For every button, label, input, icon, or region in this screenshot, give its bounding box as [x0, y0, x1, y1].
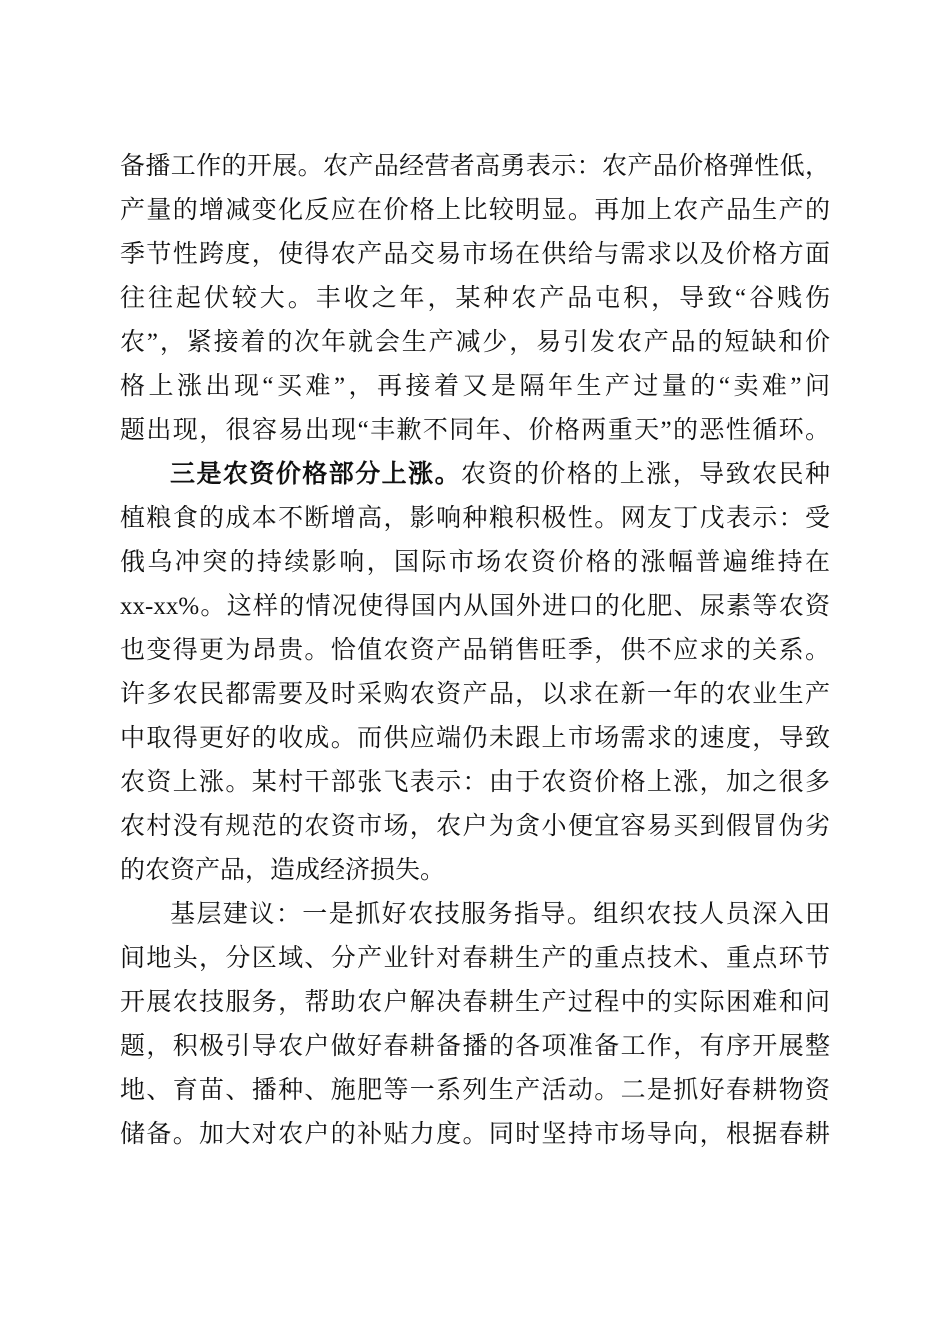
paragraph-input-prices: [120, 453, 830, 893]
text-line: 基层建议：一是抓好农技服务指导。组织农技人员深入田: [170, 901, 830, 928]
text-line: 题出现，很容易出现“丰歉不同年、价格两重天”的恶性循环。: [120, 417, 830, 444]
body-text: [120, 145, 830, 1157]
paragraph-heading: 三是农资价格部分上涨。: [170, 461, 462, 488]
text-line: [120, 453, 830, 497]
text-segment: 农资的价格的上涨，导致农民种: [461, 461, 830, 488]
text-line: 备播工作的开展。农产品经营者高勇表示：农产品价格弹性低，: [120, 153, 830, 180]
text-line: xx-xx%。这样的情况使得国内从国外进口的化肥、尿素等农资: [120, 593, 830, 620]
text-line: 的农资产品，造成经济损失。: [120, 857, 446, 884]
text-line: 题，积极引导农户做好春耕备播的各项准备工作，有序开展整: [120, 1033, 830, 1060]
text-line: 储备。加大对农户的补贴力度。同时坚持市场导向，根据春耕: [120, 1121, 830, 1148]
text-line: 间地头，分区域、分产业针对春耕生产的重点技术、重点环节: [120, 945, 830, 972]
paragraph-market-volatility: [120, 145, 830, 453]
text-line: 植粮食的成本不断增高，影响种粮积极性。网友丁戊表示：受: [120, 505, 830, 532]
text-line: 产量的增减变化反应在价格上比较明显。再加上农产品生产的: [120, 197, 830, 224]
text-line: 往往起伏较大。丰收之年，某种农产品屯积，导致“谷贱伤: [120, 285, 830, 312]
text-line: 俄乌冲突的持续影响，国际市场农资价格的涨幅普遍维持在: [120, 549, 830, 576]
text-line: 季节性跨度，使得农产品交易市场在供给与需求以及价格方面: [120, 241, 830, 268]
text-line: 格上涨出现“买难”，再接着又是隔年生产过量的“卖难”问: [120, 373, 830, 400]
paragraph-grassroots-suggestions: [120, 893, 830, 1157]
text-line: 农资上涨。某村干部张飞表示：由于农资价格上涨，加之很多: [120, 769, 830, 796]
text-line: 也变得更为昂贵。恰值农资产品销售旺季，供不应求的关系。: [120, 637, 830, 664]
text-line: 中取得更好的收成。而供应端仍未跟上市场需求的速度，导致: [120, 725, 830, 752]
text-line: 农”，紧接着的次年就会生产减少，易引发农产品的短缺和价: [120, 329, 830, 356]
text-line: 许多农民都需要及时采购农资产品，以求在新一年的农业生产: [120, 681, 830, 708]
text-line: 农村没有规范的农资市场，农户为贪小便宜容易买到假冒伪劣: [120, 813, 830, 840]
text-line: 地、育苗、播种、施肥等一系列生产活动。二是抓好春耕物资: [120, 1077, 830, 1104]
text-line: 开展农技服务，帮助农户解决春耕生产过程中的实际困难和问: [120, 989, 830, 1016]
